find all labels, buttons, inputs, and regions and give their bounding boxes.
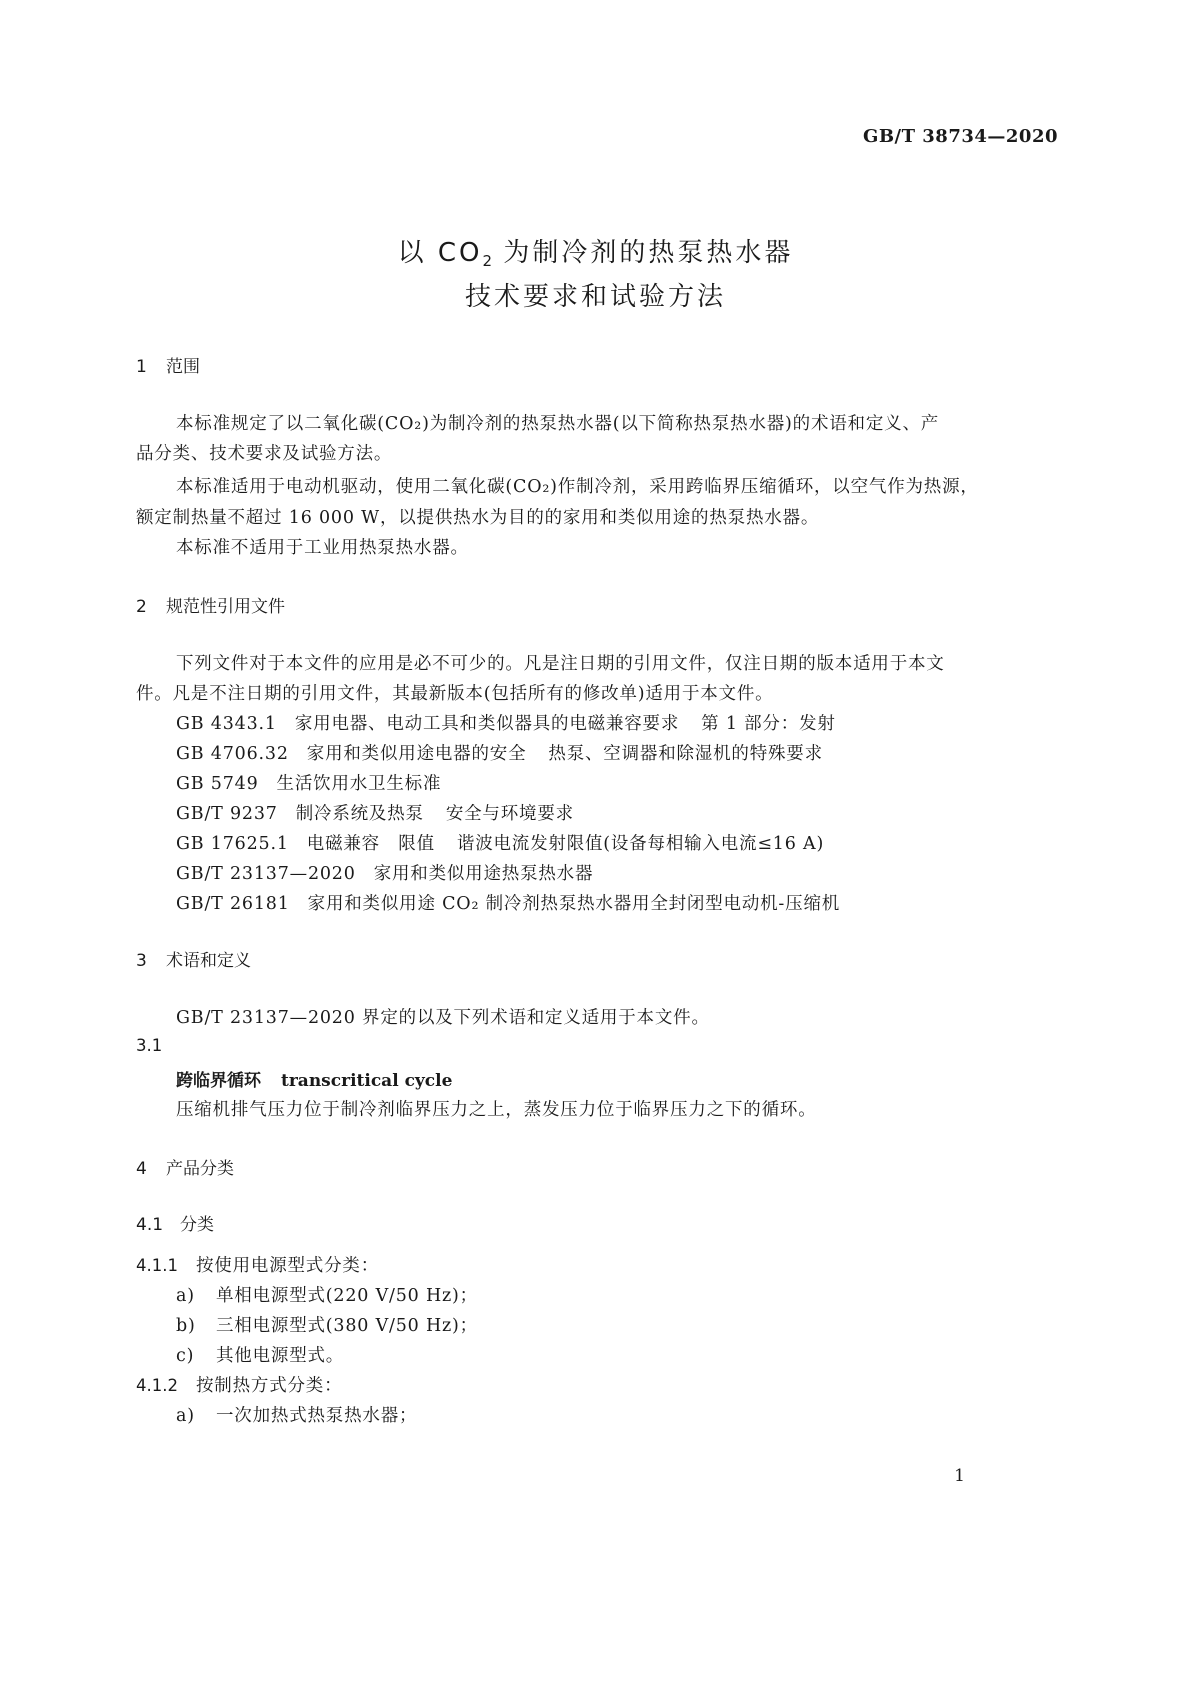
term-entry: [176, 1066, 452, 1091]
clause-text: 按制热方式分类：: [196, 1376, 343, 1396]
reference-code: GB/T 23137—2020: [176, 864, 356, 884]
clause-number: 4.1.2: [136, 1376, 178, 1395]
section-2-heading: [136, 592, 285, 617]
clause-4-1-2: [136, 1372, 342, 1397]
list-text: 一次加热式热泵热水器；: [216, 1406, 418, 1426]
reference-title: 制冷系统及热泵: [295, 804, 424, 824]
reference-item: [176, 710, 836, 735]
section-1-paragraph-2-line-2: 额定制热量不超过 16 000 W，以提供热水为目的的家用和类似用途的热泵热水器。: [136, 508, 820, 528]
clause-number: 4.1.1: [136, 1256, 178, 1275]
reference-code: GB 5749: [176, 774, 259, 794]
list-marker: a): [176, 1286, 195, 1306]
reference-title: 家用和类似用途热泵热水器: [373, 864, 594, 884]
list-marker: c): [176, 1346, 195, 1366]
list-marker: a): [176, 1406, 195, 1426]
section-number: 2: [136, 597, 147, 617]
list-item: [176, 1402, 417, 1427]
subsection-number: 4.1: [136, 1215, 164, 1235]
section-3-intro: GB/T 23137—2020 界定的以及下列术语和定义适用于本文件。: [176, 1008, 710, 1028]
reference-code: GB/T 26181: [176, 894, 290, 914]
reference-code: GB 4706.32: [176, 744, 289, 764]
reference-code: GB/T 9237: [176, 804, 278, 824]
list-item: [176, 1342, 344, 1367]
list-text: 单相电源型式(220 V/50 Hz)；: [216, 1286, 478, 1306]
reference-item: [176, 800, 574, 825]
section-1-paragraph-3: 本标准不适用于工业用热泵热水器。: [176, 538, 469, 558]
reference-title: 电磁兼容 限值: [306, 834, 435, 854]
section-title: 规范性引用文件: [166, 597, 285, 617]
subsection-title: 分类: [180, 1215, 214, 1235]
clause-text: 按使用电源型式分类：: [196, 1256, 379, 1276]
reference-subtitle: 热泵、空调器和除湿机的特殊要求: [548, 744, 823, 764]
clause-4-1-1: [136, 1252, 379, 1277]
title-subscript: 2: [482, 252, 493, 270]
reference-subtitle: 安全与环境要求: [445, 804, 574, 824]
section-number: 4: [136, 1159, 147, 1179]
section-1-paragraph-1-line-1: 本标准规定了以二氧化碳(CO₂)为制冷剂的热泵热水器(以下简称热泵热水器)的术语和定义、产: [176, 414, 940, 434]
list-text: 三相电源型式(380 V/50 Hz)；: [216, 1316, 478, 1336]
title-prefix: 以 CO: [397, 238, 483, 268]
reference-code: GB 4343.1: [176, 714, 277, 734]
reference-title: 生活饮用水卫生标准: [276, 774, 442, 794]
section-1-paragraph-1-line-2: 品分类、技术要求及试验方法。: [136, 444, 393, 464]
section-title: 产品分类: [166, 1159, 234, 1179]
reference-code: GB 17625.1: [176, 834, 289, 854]
standard-number: GB/T 38734—2020: [862, 126, 1058, 147]
term-chinese: 跨临界循环: [176, 1071, 261, 1091]
document-title-line-1: [0, 232, 1191, 270]
reference-item: [176, 740, 823, 765]
reference-item: [176, 860, 593, 885]
section-number: 3: [136, 951, 147, 971]
term-definition: 压缩机排气压力位于制冷剂临界压力之上，蒸发压力位于临界压力之下的循环。: [176, 1100, 817, 1120]
clause-number: 3.1: [136, 1036, 163, 1055]
reference-item: [176, 890, 840, 915]
reference-title: 家用和类似用途 CO₂ 制冷剂热泵热水器用全封闭型电动机-压缩机: [307, 894, 841, 914]
section-title: 术语和定义: [166, 951, 251, 971]
section-title: 范围: [166, 357, 200, 377]
section-1-paragraph-2-line-1: 本标准适用于电动机驱动，使用二氧化碳(CO₂)作制冷剂，采用跨临界压缩循环，以空气作为热源，: [176, 477, 979, 497]
section-number: 1: [136, 357, 147, 377]
list-marker: b): [176, 1316, 196, 1336]
reference-title: 家用和类似用途电器的安全: [306, 744, 527, 764]
list-text: 其他电源型式。: [216, 1346, 345, 1366]
section-2-paragraph-line-2: 件。凡是不注日期的引用文件，其最新版本(包括所有的修改单)适用于本文件。: [136, 684, 774, 704]
reference-subtitle: 第 1 部分：发射: [701, 714, 836, 734]
term-english: transcritical cycle: [281, 1071, 453, 1091]
reference-subtitle: 谐波电流发射限值(设备每相输入电流≤16 A): [456, 834, 825, 854]
section-3-heading: [136, 946, 251, 971]
section-4-heading: [136, 1154, 234, 1179]
reference-title: 家用电器、电动工具和类似器具的电磁兼容要求: [294, 714, 680, 734]
subsection-4-1-heading: [136, 1210, 214, 1235]
document-title-line-2: 技术要求和试验方法: [464, 282, 726, 312]
page-number: 1: [954, 1466, 965, 1486]
section-2-paragraph-line-1: 下列文件对于本文件的应用是必不可少的。凡是注日期的引用文件，仅注日期的版本适用于本文: [176, 654, 945, 674]
list-item: [176, 1282, 478, 1307]
list-item: [176, 1312, 478, 1337]
reference-item: [176, 770, 441, 795]
section-1-heading: [136, 352, 200, 377]
title-suffix: 为制冷剂的热泵热水器: [492, 238, 794, 268]
reference-item: [176, 830, 824, 855]
